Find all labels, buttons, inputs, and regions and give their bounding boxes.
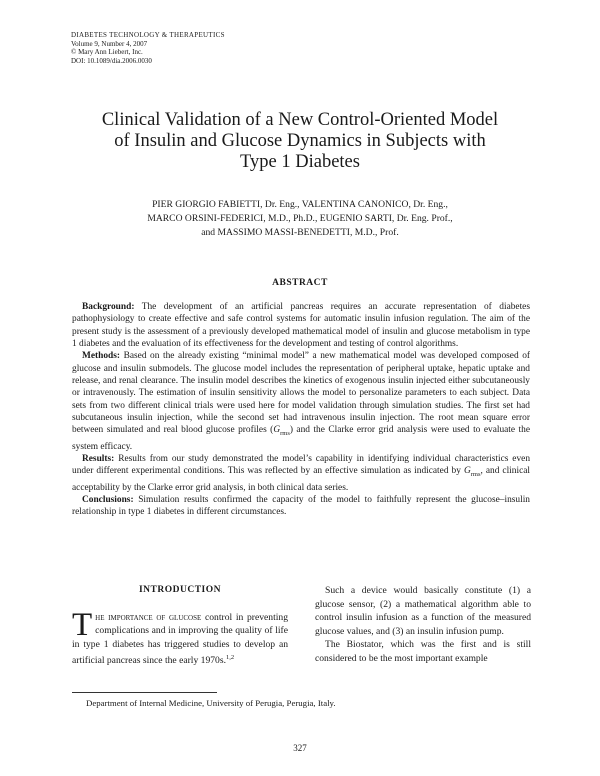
footnote-divider (72, 692, 217, 693)
abstract-conclusions (72, 494, 530, 519)
title-line-2: of Insulin and Glucose Dynamics in Subjects with (114, 131, 486, 151)
methods-grms-subscript: rms (280, 430, 290, 438)
methods-text-1: Based on the already existing “minimal model” a new mathematical model was developed composed of glucose and insulin submodels. The glucose model includes the representation of peripheral uptake, hepatic uptake and release, and renal clearance. The insulin model describes the kinetics of exogenous insulin injected either subcutaneously or intravenously. The estimation of insulin sensitivity allows the model to personalize parameters to each subject. Data sets from two different clinical trials were used here for model validation through simulation studies. The first set had subcutaneous insulin injection, while the second set had intravenous insulin injection. The root mean square error between simulated and real blood glucose profiles ( (72, 351, 531, 436)
results-label: Results: (82, 454, 115, 464)
authors-line-2: MARCO ORSINI-FEDERICI, M.D., Ph.D., EUGENIO SARTI, Dr. Eng. Prof., (147, 213, 453, 224)
title-line-3: Type 1 Diabetes (240, 152, 360, 172)
author-list (60, 198, 540, 240)
abstract-body (72, 301, 530, 519)
right-paragraph-1: Such a device would basically constitute (1) a glucose sensor, (2) a mathematical algorithm able to control insulin infusion as a function of the measured glucose values, and (3) an insulin infusion pump. (315, 585, 531, 637)
page-number: 327 (293, 743, 307, 753)
title-line-1: Clinical Validation of a New Control-Oriented Model (101, 110, 499, 130)
abstract-results (72, 453, 530, 494)
journal-name: DIABETES TECHNOLOGY & THERAPEUTICS (71, 31, 225, 39)
methods-grms-symbol: G (273, 425, 281, 436)
methods-text-2: ) and the Clarke error grid analysis were used to evaluate the system efficacy. (72, 425, 530, 452)
results-text-2: , and clinical acceptability by the Clarke error grid analysis, in both clinical data series. (72, 466, 530, 493)
intro-text: control in preventing complications and in improving the quality of life in type 1 diabetes has triggered studies to develop an artificial pancreas since the early 1970s. (72, 611, 289, 667)
introduction-column (72, 584, 288, 668)
abstract-background (72, 301, 530, 350)
results-text-1: Results from our study demonstrated the model’s capability in identifying individual characteristics even under different experimental conditions. This was reflected by an effective simulation as indicated by (72, 454, 531, 477)
journal-volume: Volume 9, Number 4, 2007 (71, 39, 148, 48)
introduction-paragraph (72, 606, 289, 668)
background-label: Background: (82, 302, 135, 312)
methods-label: Methods: (82, 351, 121, 362)
journal-header (71, 31, 225, 65)
abstract-heading: ABSTRACT (272, 278, 328, 288)
intro-references[interactable]: 1,2 (225, 654, 235, 661)
article-title (60, 110, 540, 173)
affiliation-footnote: Department of Internal Medicine, University of Perugia, Perugia, Italy. (86, 698, 336, 708)
conclusions-label: Conclusions: (82, 494, 134, 505)
right-paragraph-2: The Biostator, which was the first and is still considered to be the most important example (315, 639, 531, 664)
conclusions-text: Simulation results confirmed the capacity of the model to faithfully represent the glucose–insulin relationship in type 1 diabetes in different circumstances. (72, 494, 530, 518)
background-text: The development of an artificial pancreas requires an accurate representation of diabetes pathophysiology to create effective and safe control systems for automatic insulin infusion regulation. The aim of the present study is the assessment of a previously developed mathematical model of insulin and glucose metabolism in type 1 diabetes and the evaluation of its effectiveness for the development and testing of control algorithms. (72, 302, 530, 350)
introduction-heading: INTRODUCTION (138, 585, 221, 595)
abstract-methods (72, 350, 530, 453)
authors-line-1: PIER GIORGIO FABIETTI, Dr. Eng., VALENTINA CANONICO, Dr. Eng., (152, 199, 448, 210)
copyright-line: © Mary Ann Liebert, Inc. (71, 48, 143, 56)
results-grms-subscript: rms (470, 471, 481, 479)
authors-line-3: and MASSIMO MASSI-BENEDETTI, M.D., Prof. (201, 227, 399, 238)
drop-cap: T (72, 606, 93, 643)
results-grms-symbol: G (463, 466, 471, 477)
right-column (315, 584, 531, 665)
doi-line: DOI: 10.1089/dia.2006.0030 (71, 56, 152, 65)
intro-smallcaps: he importance of glucose (95, 611, 202, 623)
